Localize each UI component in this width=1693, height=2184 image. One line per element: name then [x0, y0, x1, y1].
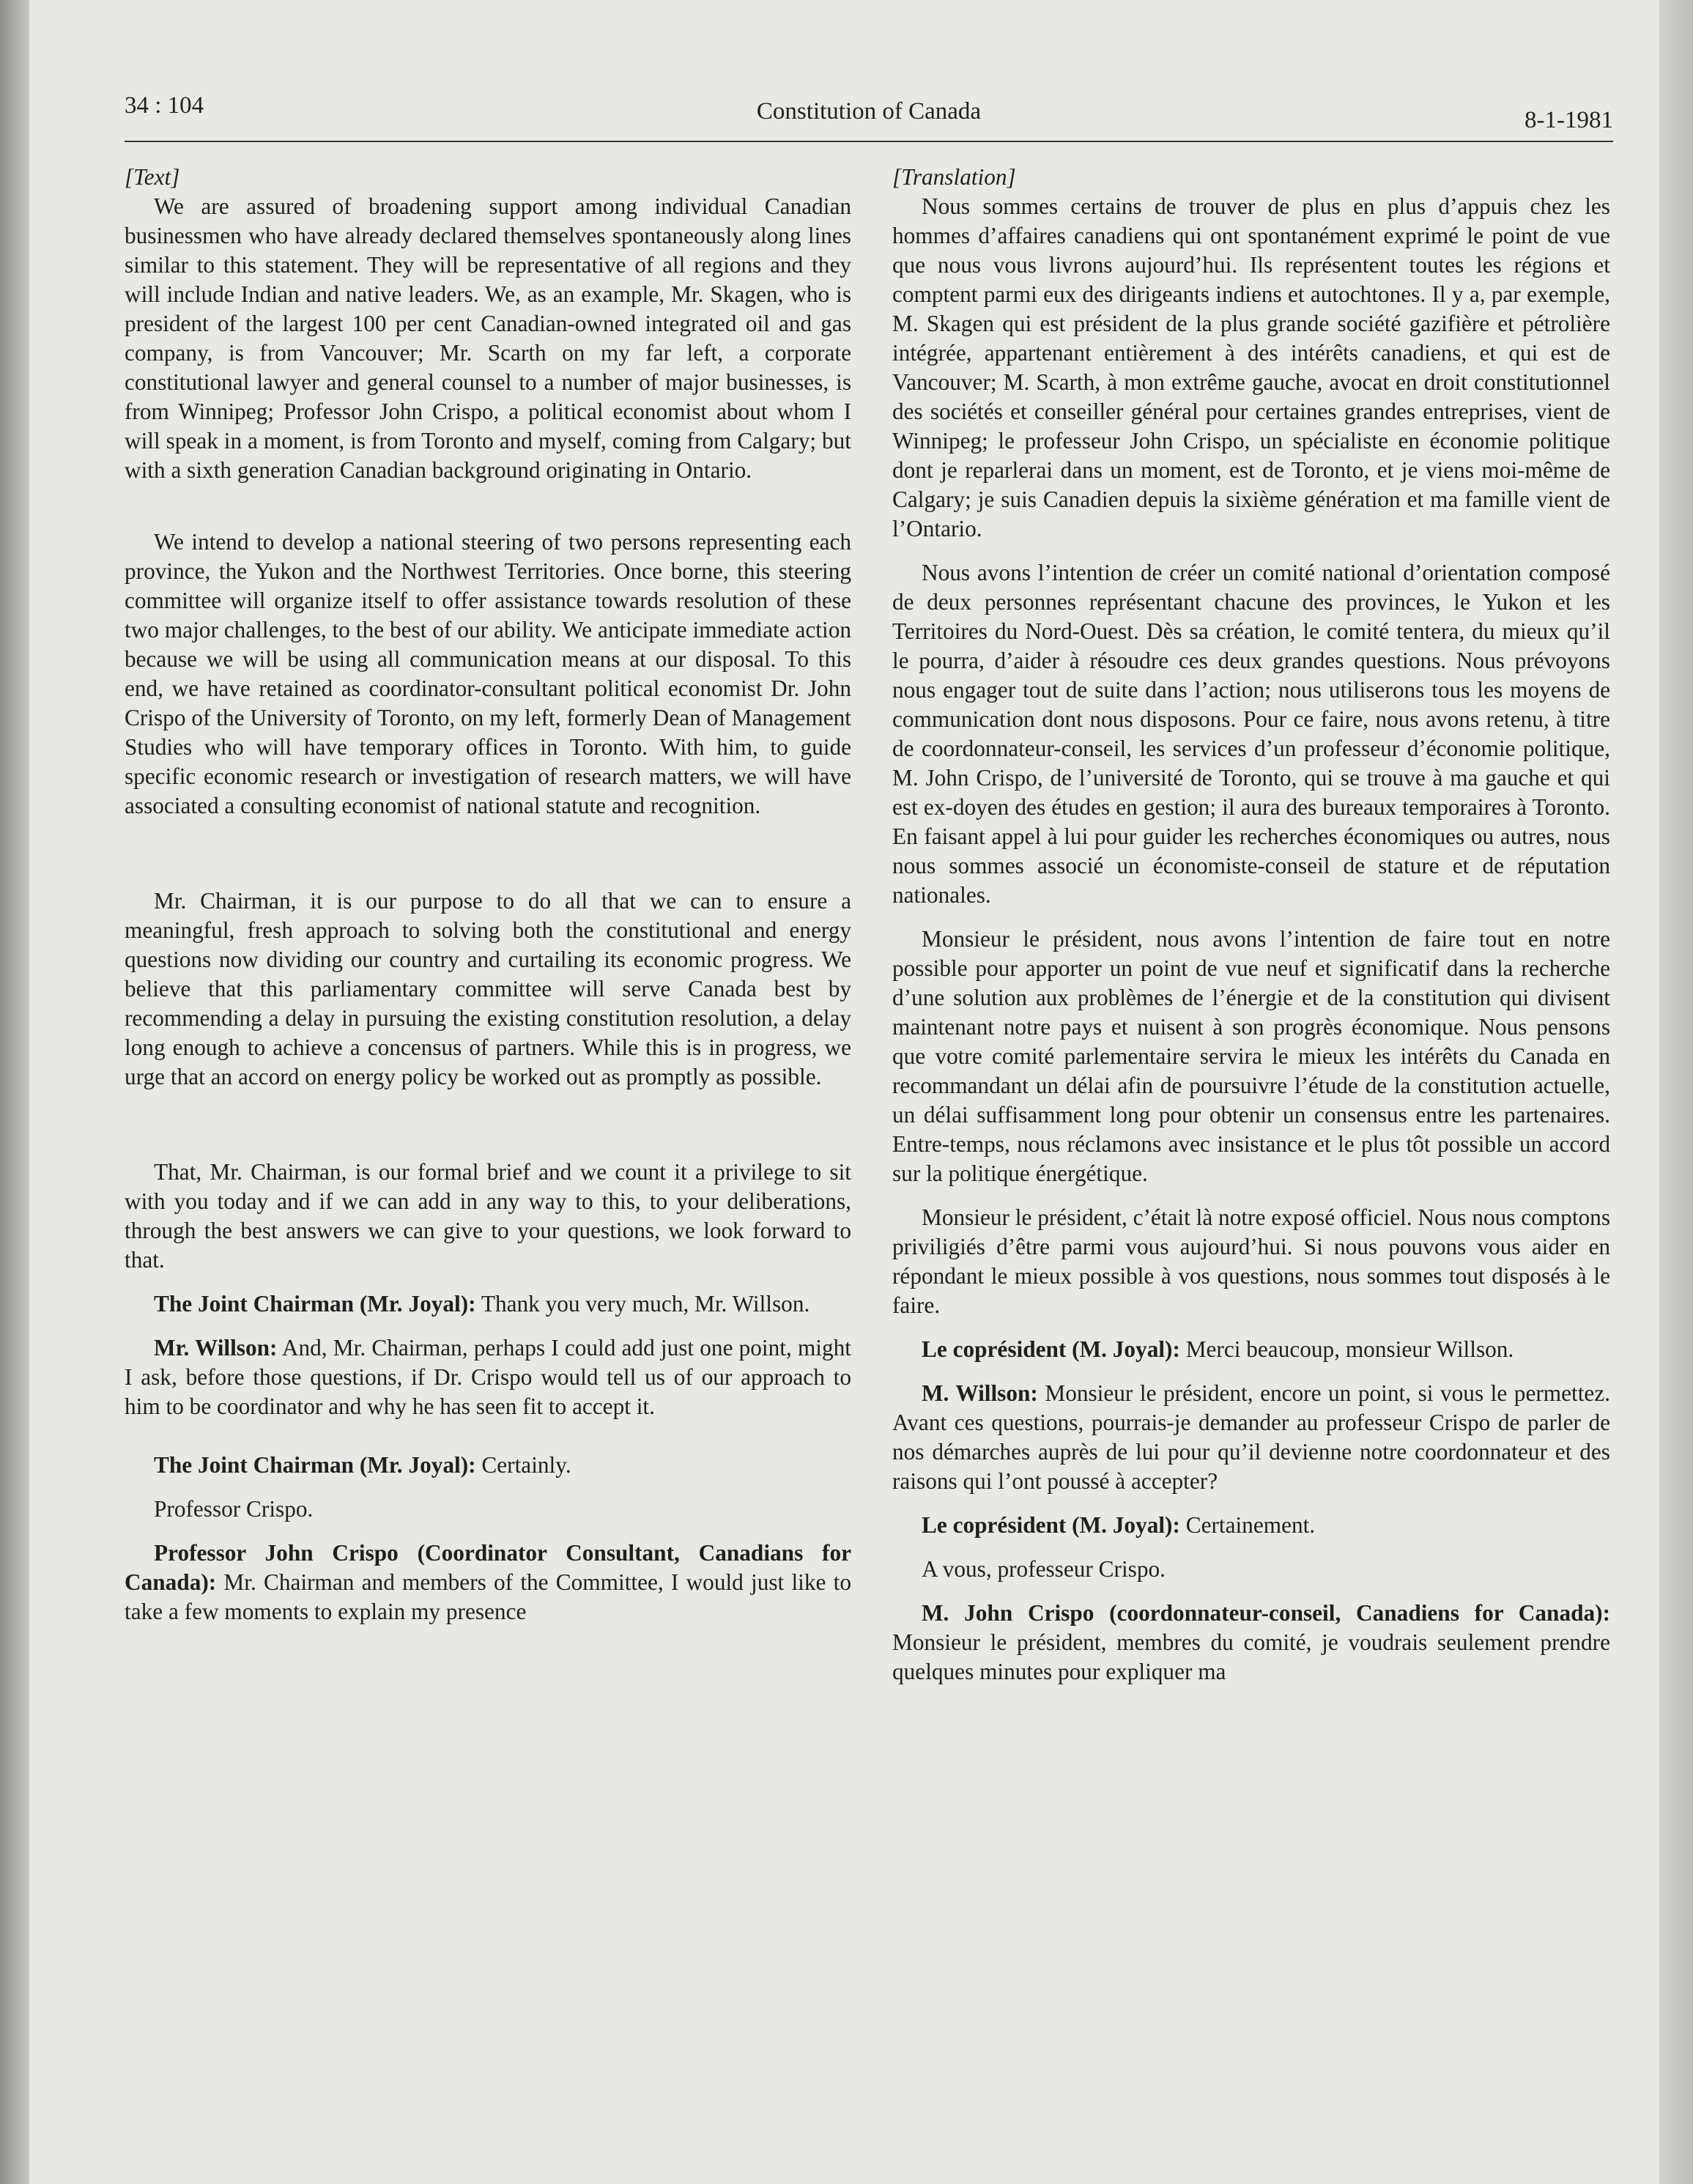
speaker-name: Mr. Willson: — [154, 1335, 278, 1361]
book-spine-shadow — [0, 0, 29, 2184]
paragraph: Nous avons l’intention de créer un comité national d’orientation composé de deux personnes représentant chacune des provinces, le Yukon et les Territoires du Nord-Ouest. Dès sa création, le comité tentera, du mieux qu’il le pourra, d’aider à résoudre ces deux grandes questions. Nous prévoyons nous engager tout de suite dans l’action; nous utiliserons tous les moyens de communication dont nous disposons. Pour ce faire, nous avons retenu, à titre de coordonnateur-conseil, les services d’un professeur d’économie politique, M. John Crispo, de l’université de Toronto, qui se trouve à ma gauche et qui est ex-doyen des études en gestion; il aura des bureaux temporaires à Toronto. En faisant appel à lui pour guider les recherches économiques ou autres, nous nous sommes associé un économiste-conseil de stature et de réputation nationales. — [892, 560, 1610, 908]
paragraph: Monsieur le président, c’était là notre exposé officiel. Nous nous comptons priviligiés d’être parmi vous aujourd’hui. Si nous pouvons vous aider en répondant le mieux possible à vos questions, nous sommes tout disposés à le faire. — [892, 1204, 1610, 1318]
speech-text: Certainly. — [475, 1452, 571, 1478]
paragraph: Monsieur le président, nous avons l’intention de faire tout en notre possible pour apporter un point de vue neuf et significatif dans la recherche d’une solution aux problèmes de l’énergie et de la constitution qui divisent maintenant notre pays et nuisent à son progrès économique. Nous pensons que votre comité parlementaire servira le mieux les intérêts du Canada en recommandant un délai afin de poursuivre l’étude de la constitution actuelle, un délai suffisamment long pour obtenir un consensus entre les partenaires. Entre-temps, nous réclamons avec insistance et le plus tôt possible un accord sur la politique énergétique. — [892, 926, 1610, 1186]
paragraph: A vous, professeur Crispo. — [922, 1556, 1166, 1582]
column-heading: [Translation] — [892, 164, 1016, 190]
speaker-name: M. Willson: — [922, 1380, 1038, 1406]
paragraph: Nous sommes certains de trouver de plus en plus d’appuis chez les hommes d’affaires canadiens qui ont spontanément exprimé le point de vue que nous vous livrons aujourd’hui. Ils représentent toutes les régions et comptent parmi eux des dirigeants indiens et autochtones. Il y a, par exemple, M. Skagen qui est président de la plus grande société gazifière et pétrolière intégrée, appartenant entièrement à des intérêts canadiens, et qui est de Vancouver; M. Scarth, à mon extrême gauche, avocat en droit constitutionnel des sociétés et conseiller général pour certaines grandes entreprises, vient de Winnipeg; le professeur John Crispo, un spécialiste en économie politique dont je reparlerai dans un moment, est de Toronto, et je viens moi-même de Calgary; je suis Canadien depuis la sixième génération et ma famille vient de l’Ontario. — [892, 193, 1610, 541]
running-header — [125, 88, 1613, 142]
date: 8-1-1981 — [1525, 107, 1613, 133]
speech-text: Merci beaucoup, monsieur Willson. — [1179, 1336, 1514, 1362]
paragraph: We intend to develop a national steering of two persons representing each province, the Yukon and the Northwest Territories. Once borne, this steering committee will organize itself to offer assistance towards resolution of these two major challenges, to the best of our ability. We anticipate immediate action because we will be using all communication means at our disposal. To this end, we have retained as coordinator-consultant political economist Dr. John Crispo of the University of Toronto, on my left, formerly Dean of Management Studies who will have temporary offices in Toronto. With him, to guide specific economic research or investigation of research matters, we will have associated a consulting economist of national statute and recognition. — [125, 529, 851, 818]
speaker-paragraph — [125, 1289, 851, 1319]
speaker-paragraph — [892, 1511, 1610, 1540]
speaker-paragraph — [125, 1451, 851, 1480]
speaker-name: Le coprésident (M. Joyal): — [922, 1512, 1180, 1538]
paragraph: Professor Crispo. — [154, 1496, 314, 1522]
speaker-paragraph — [125, 1333, 851, 1421]
speaker-name: Professor John Crispo (Coordinator Consultant, Canadians for Canada): — [125, 1540, 851, 1595]
speech-text: And, Mr. Chairman, perhaps I could add just one point, might I ask, before those questions, if Dr. Crispo would tell us of our approach to him to be coordinator and why he has seen fit to accept it. — [125, 1335, 851, 1419]
speech-text: Mr. Chairman and members of the Committee, I would just like to take a few moments to explain my presence — [125, 1569, 851, 1624]
speech-text: Thank you very much, Mr. Willson. — [475, 1291, 810, 1317]
speech-text: Monsieur le président, membres du comité, je voudrais seulement prendre quelques minutes pour expliquer ma — [892, 1629, 1610, 1684]
speaker-name: The Joint Chairman (Mr. Joyal): — [154, 1452, 476, 1478]
column-heading: [Text] — [125, 164, 180, 190]
page-number: 34 : 104 — [125, 92, 204, 119]
speaker-name: Le coprésident (M. Joyal): — [922, 1336, 1180, 1362]
speech-text: Certainement. — [1179, 1512, 1316, 1538]
french-column — [892, 163, 1610, 1687]
speaker-paragraph — [892, 1379, 1610, 1496]
speaker-paragraph — [125, 1539, 851, 1626]
paragraph: That, Mr. Chairman, is our formal brief and we count it a privilege to sit with you today and if we can add in any way to this, to your deliberations, through the best answers we can give to your questions, we look forward to that. — [125, 1159, 851, 1273]
speaker-paragraph — [892, 1599, 1610, 1687]
speaker-name: The Joint Chairman (Mr. Joyal): — [154, 1291, 476, 1317]
speaker-paragraph — [892, 1335, 1610, 1364]
paragraph: Mr. Chairman, it is our purpose to do all that we can to ensure a meaningful, fresh approach to solving both the constitutional and energy questions now dividing our country and curtailing its economic progress. We believe that this parliamentary committee will serve Canada best by recommending a delay in pursuing the existing constitution resolution, a delay long enough to achieve a concensus of partners. While this is in progress, we urge that an accord on energy policy be worked out as promptly as possible. — [125, 888, 851, 1089]
speech-text: Monsieur le président, encore un point, si vous le permettez. Avant ces questions, pourrais-je demander au professeur Crispo de parler de nos démarches auprès de lui pour qu’il devienne notre coordonnateur et des raisons qui l’ont poussé à accepter? — [892, 1380, 1610, 1494]
page-edge — [1659, 0, 1693, 2184]
paragraph: We are assured of broadening support among individual Canadian businessmen who have already declared themselves spontaneously along lines similar to this statement. They will be representative of all regions and they will include Indian and native leaders. We, as an example, Mr. Skagen, who is president of the largest 100 per cent Canadian-owned integrated oil and gas company, is from Vancouver; Mr. Scarth on my far left, a corporate constitutional lawyer and general counsel to a number of major businesses, is from Winnipeg; Professor John Crispo, a political economist about whom I will speak in a moment, is from Toronto and myself, coming from Calgary; but with a sixth generation Canadian background originating in Ontario. — [125, 193, 851, 483]
running-title: Constitution of Canada — [756, 98, 982, 125]
speaker-name: M. John Crispo (coordonnateur-conseil, Canadiens for Canada): — [922, 1600, 1610, 1626]
english-column — [125, 163, 851, 1626]
